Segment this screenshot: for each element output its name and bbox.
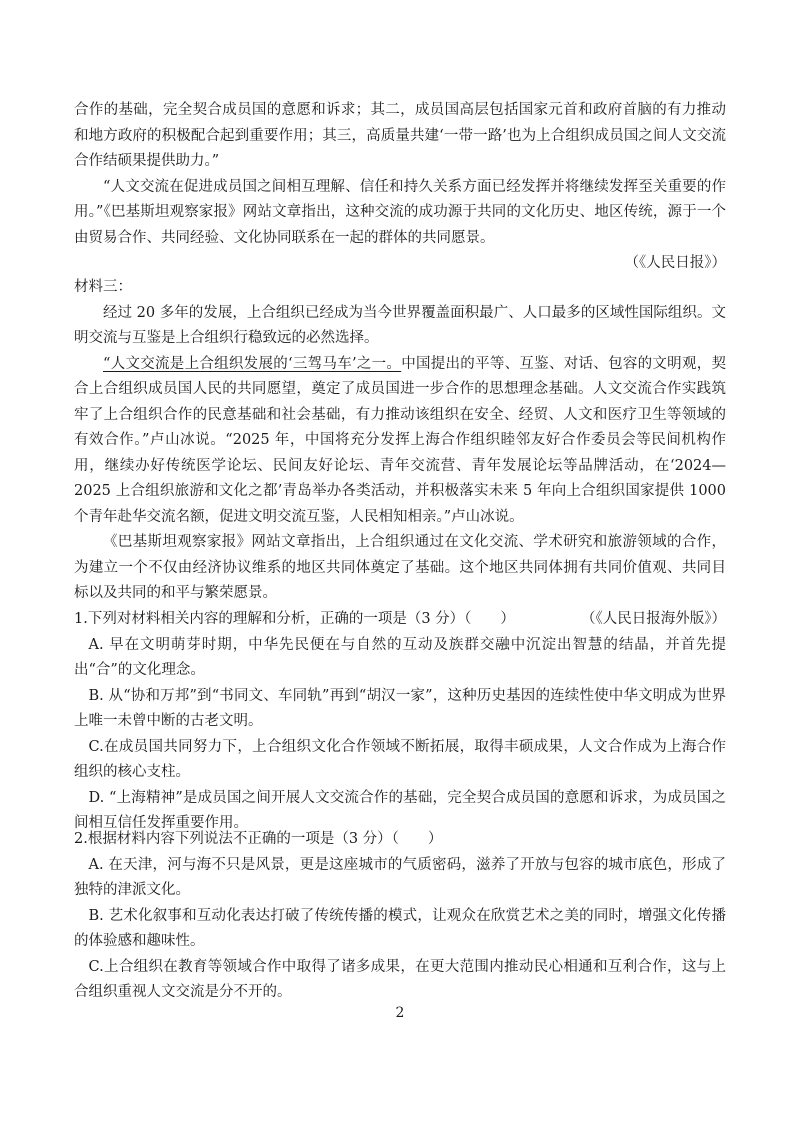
material2-continued bbox=[74, 98, 726, 277]
material2-paragraph-1: 合作的基础，完全契合成员国的意愿和诉求；其二，成员国高层包括国家元首和政府首脑的有力推动和地方政府的积极配合起到重要作用；其三，高质量共建‘一带一路’也为上合组织成员国之间人文交流合作结硕果提供助力。” bbox=[74, 102, 726, 169]
question-2-option-a: A. 在天津，河与海不只是风景，更是这座城市的气质密码，滋养了开放与包容的城市底色，形成了独特的津派文化。 bbox=[74, 856, 726, 898]
question-1 bbox=[74, 607, 726, 837]
material3-heading: 材料三： bbox=[74, 279, 132, 295]
material3-paragraph-2-rest: 中国提出的平等、互鉴、对话、包容的文明观，契合上合组织成员国人民的共同愿望，奠定了成员国进一步合作的思想理念基础。人文交流合作实践筑牢了上合组织合作的民意基础和社会基础，有力推动该组织在安全、经贸、人文和医疗卫生等领域的有效合作。”卢山冰说。“2025 年，中国将充分发挥上海合作组织睦邻友好合作委员会等民间机构作用，继续办好传统医学论坛、民间友好论坛、青年交流营、青年发展论坛等品牌活动，在‘2024—2025 上合组织旅游和文化之都’青岛举办各类活动，并积极落实未来 5 年向上合组织国家提供 1000 个青年赴华交流名额，促进文明交流互鉴，人民相知相亲。”卢山冰说。 bbox=[74, 355, 726, 525]
material3-paragraph-1: 经过 20 多年的发展，上合组织已经成为当今世界覆盖面积最广、人口最多的区域性国际组织。文明交流与互鉴是上合组织行稳致远的必然选择。 bbox=[74, 304, 726, 346]
page-number: 2 bbox=[395, 1005, 405, 1021]
material3-source: （《人民日报海外版》） bbox=[581, 610, 726, 627]
question-2-option-c: C.上合组织在教育等领域合作中取得了诸多成果，在更大范围内推动民心相通和互利合作，这与上合组织重视人文交流是分不开的。 bbox=[74, 958, 726, 1000]
question-2-stem: 2.根据材料内容下列说法不正确的一项是（3 分）（ ） bbox=[74, 831, 443, 847]
question-1-option-a: A. 早在文明萌芽时期，中华先民便在与自然的互动及族群交融中沉淀出智慧的结晶，并首先提出“合”的文化理念。 bbox=[74, 636, 726, 678]
material3-paragraph-2 bbox=[74, 352, 726, 531]
question-1-option-c: C.在成员国共同努力下，上合组织文化合作领域不断拓展，取得丰硕成果，人文合作成为上海合作组织的核心支柱。 bbox=[74, 738, 726, 780]
material2-paragraph-2: “人文交流在促进成员国之间相互理解、信任和持久关系方面已经发挥并将继续发挥至关重要的作用。”《巴基斯坦观察家报》网站文章指出，这种交流的成功源于共同的文化历史、地区传统，源于一个由贸易合作、共同经验、文化协同联系在一起的群体的共同愿景。 bbox=[74, 178, 726, 246]
material2-source: （《人民日报》） bbox=[624, 255, 726, 271]
question-1-option-b: B. 从“协和万邦”到“书同文、车同轨”再到“胡汉一家”，这种历史基因的连续性使中华文明成为世界上唯一未曾中断的古老文明。 bbox=[74, 687, 726, 729]
material3-section bbox=[74, 275, 726, 632]
underlined-quote: “人文交流是上合组织发展的‘三驾马车’之一。 bbox=[103, 355, 402, 372]
question-2-option-b: B. 艺术化叙事和互动化表达打破了传统传播的模式，让观众在欣赏艺术之美的同时，增强文化传播的体验感和趣味性。 bbox=[74, 907, 726, 949]
question-1-option-d: D. “上海精神”是成员国之间开展人文交流合作的基础，完全契合成员国的意愿和诉求，为成员国之间相互信任发挥重要作用。 bbox=[74, 789, 726, 831]
material3-paragraph-3: 《巴基斯坦观察家报》网站文章指出，上合组织通过在文化交流、学术研究和旅游领域的合作，为建立一个不仅由经济协议维系的地区共同体奠定了基础。这个地区共同体拥有共同价值观、共同目标以及共同的和平与繁荣愿景。 bbox=[74, 534, 726, 601]
question-2 bbox=[74, 827, 726, 1006]
question-1-stem: 1.下列对材料相关内容的理解和分析，正确的一项是（3 分）（ ） bbox=[74, 611, 515, 627]
